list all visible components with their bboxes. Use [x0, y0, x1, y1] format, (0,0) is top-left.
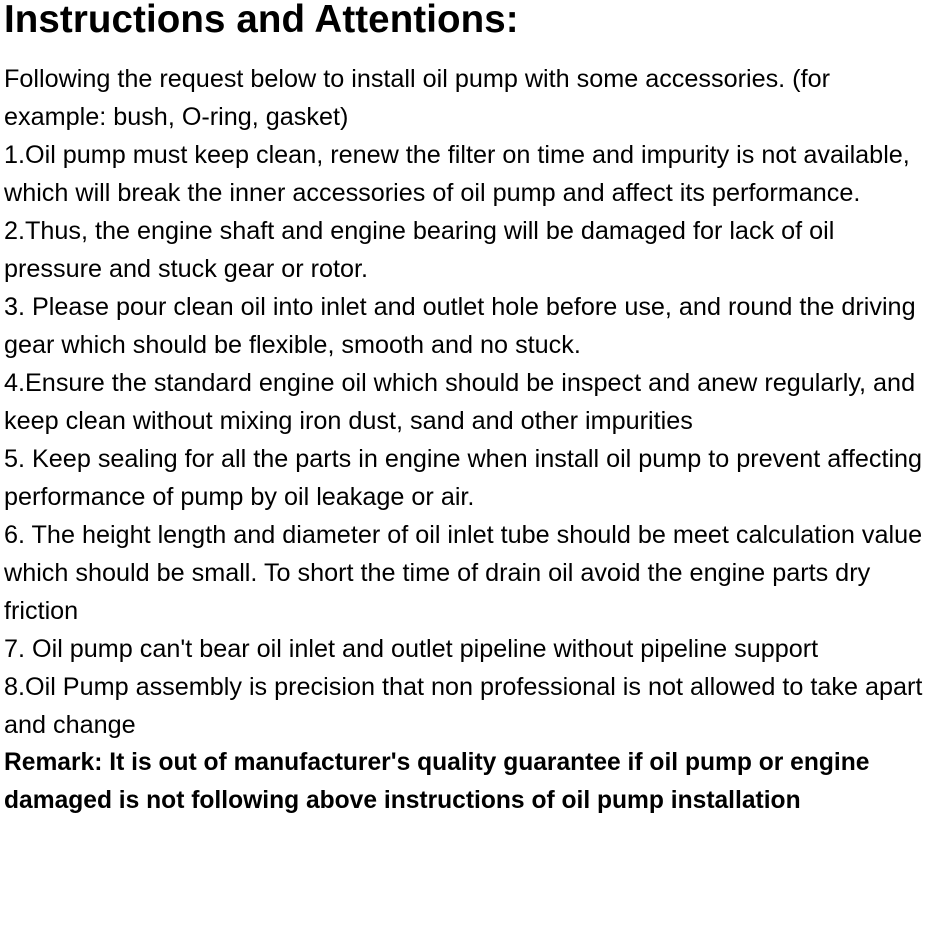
instruction-item-3: 3. Please pour clean oil into inlet and outlet hole before use, and round the driving gear which should be flexible, smooth and no stuck.: [4, 293, 916, 359]
intro-paragraph: Following the request below to install oil pump with some accessories. (for example: bush, O-ring, gasket): [4, 65, 830, 131]
instruction-item-8: 8.Oil Pump assembly is precision that non professional is not allowed to take apart and change: [4, 673, 923, 739]
instruction-item-4: 4.Ensure the standard engine oil which should be inspect and anew regularly, and keep clean without mixing iron dust, sand and other impurities: [4, 369, 916, 435]
document-page: [4, 0, 928, 820]
instruction-item-2: 2.Thus, the engine shaft and engine bearing will be damaged for lack of oil pressure and stuck gear or rotor.: [4, 217, 835, 283]
instruction-item-6: 6. The height length and diameter of oil inlet tube should be meet calculation value which should be small. To short the time of drain oil avoid the engine parts dry friction: [4, 521, 923, 625]
instruction-item-5: 5. Keep sealing for all the parts in engine when install oil pump to prevent affecting performance of pump by oil leakage or air.: [4, 445, 923, 511]
page-title: Instructions and Attentions:: [4, 0, 519, 41]
instructions-body: [4, 60, 928, 820]
instruction-item-7: 7. Oil pump can't bear oil inlet and outlet pipeline without pipeline support: [4, 635, 819, 663]
remark-paragraph: Remark: It is out of manufacturer's quality guarantee if oil pump or engine damaged is not following above instructions of oil pump installation: [4, 749, 870, 814]
instruction-item-1: 1.Oil pump must keep clean, renew the filter on time and impurity is not available, which will break the inner accessories of oil pump and affect its performance.: [4, 141, 910, 207]
